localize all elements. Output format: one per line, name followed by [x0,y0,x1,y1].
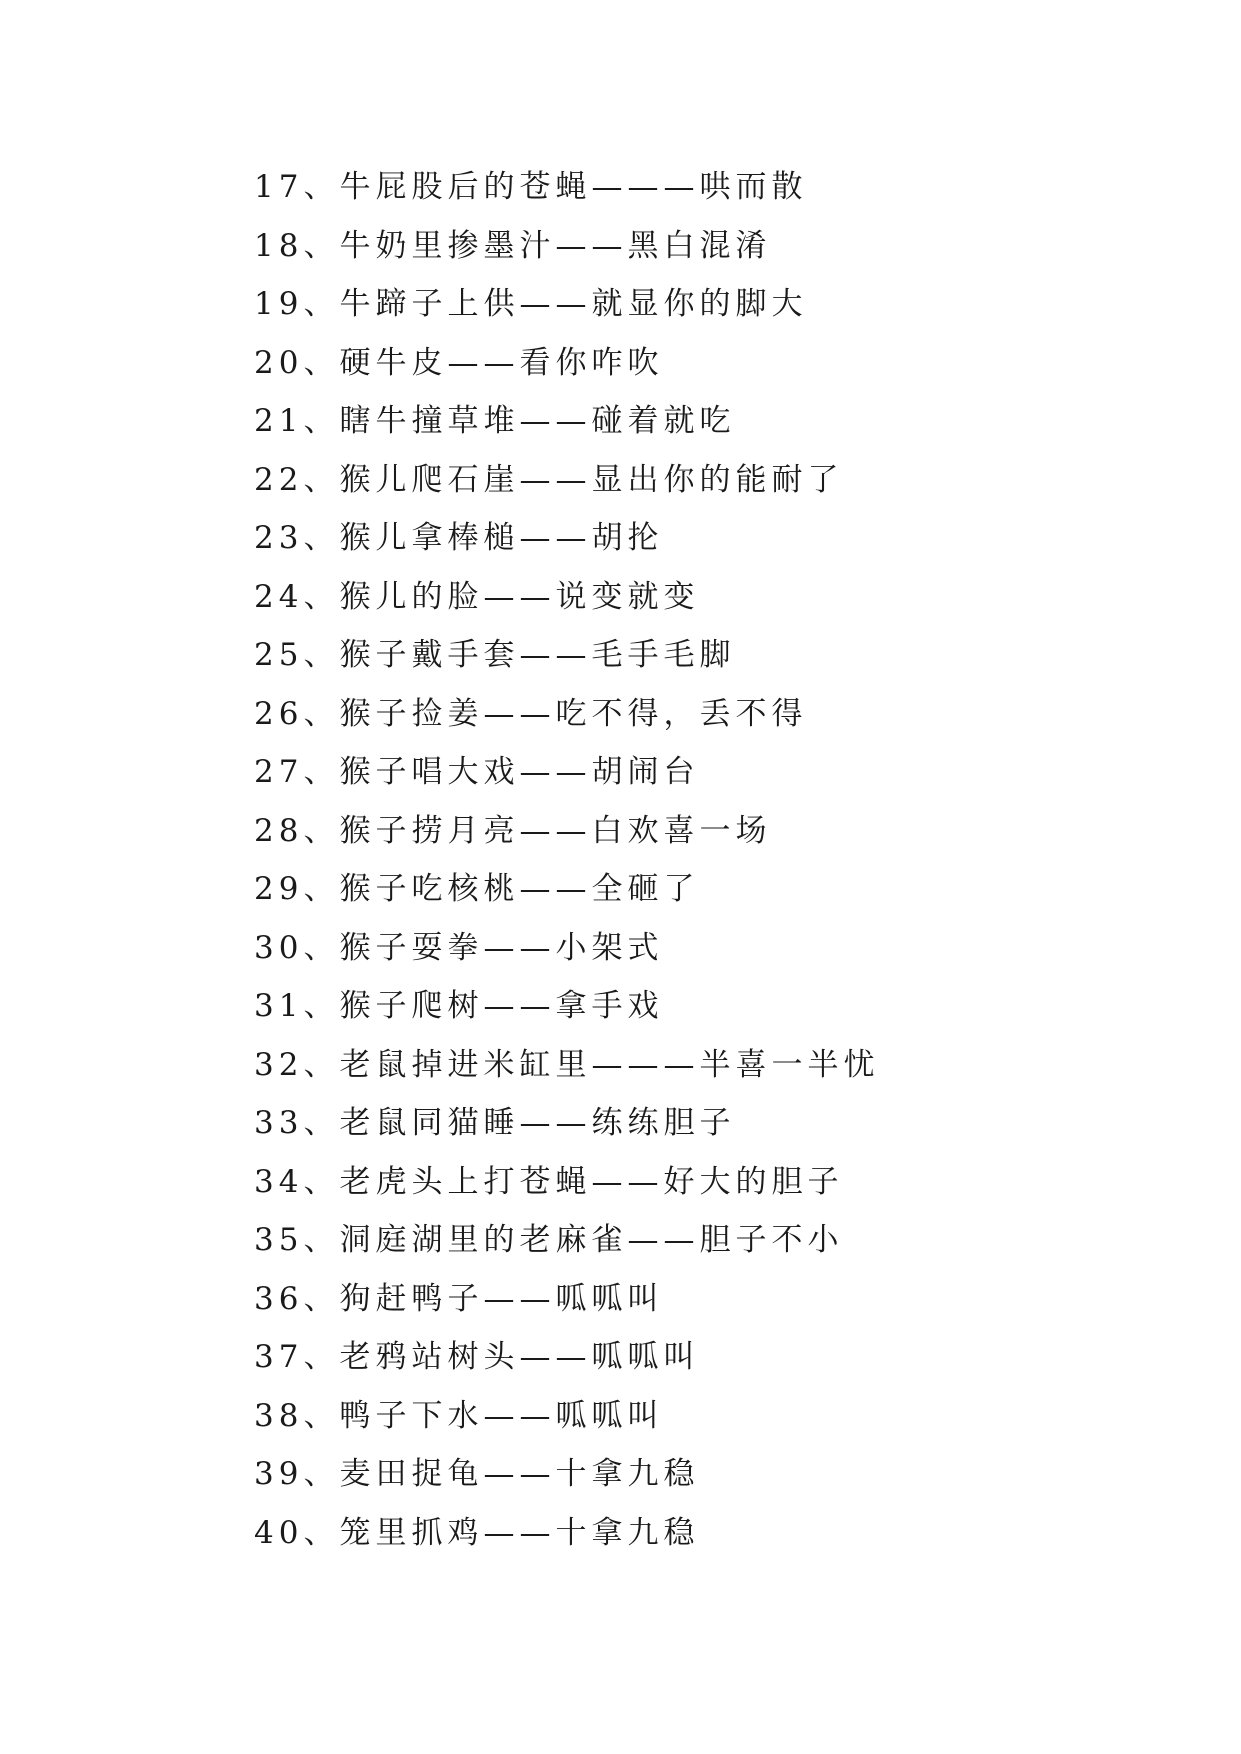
list-item: 21、瞎牛撞草堆——碰着就吃 [254,403,736,439]
list-item: 18、牛奶里掺墨汁——黑白混淆 [254,227,772,264]
list-item: 19、牛蹄子上供——就显你的脚大 [254,286,808,322]
list-item: 23、猴儿拿棒槌——胡抡 [254,520,664,556]
list-item: 31、猴子爬树——拿手戏 [254,988,664,1024]
list-item: 22、猴儿爬石崖——显出你的能耐了 [254,461,844,498]
list-item: 20、硬牛皮——看你咋吹 [254,344,664,381]
list-item: 30、猴子耍拳——小架式 [254,929,664,966]
list-item: 24、猴儿的脸——说变就变 [254,578,700,615]
list-item: 28、猴子捞月亮——白欢喜一场 [254,812,772,849]
list-item: 26、猴子捡姜——吃不得，丢不得 [254,695,808,732]
list-item: 35、洞庭湖里的老麻雀——胆子不小 [254,1222,844,1258]
list-item: 34、老虎头上打苍蝇——好大的胆子 [254,1163,844,1200]
list-item: 32、老鼠掉进米缸里———半喜一半忧 [254,1046,880,1083]
list-item: 17、牛屁股后的苍蝇———哄而散 [254,169,808,205]
list-item: 36、狗赶鸭子——呱呱叫 [254,1280,664,1317]
list-item: 33、老鼠同猫睡——练练胆子 [254,1105,736,1141]
list-item: 29、猴子吃核桃——全砸了 [254,871,700,907]
list-item: 39、麦田捉龟——十拿九稳 [254,1456,700,1492]
list-item: 25、猴子戴手套——毛手毛脚 [254,637,736,673]
list-item: 37、老鸦站树头——呱呱叫 [254,1339,700,1375]
list-item: 27、猴子唱大戏——胡闹台 [254,754,700,790]
list-item: 38、鸭子下水——呱呱叫 [254,1397,664,1434]
xiehouyu-list [254,158,879,1562]
list-item: 40、笼里抓鸡——十拿九稳 [254,1514,700,1551]
